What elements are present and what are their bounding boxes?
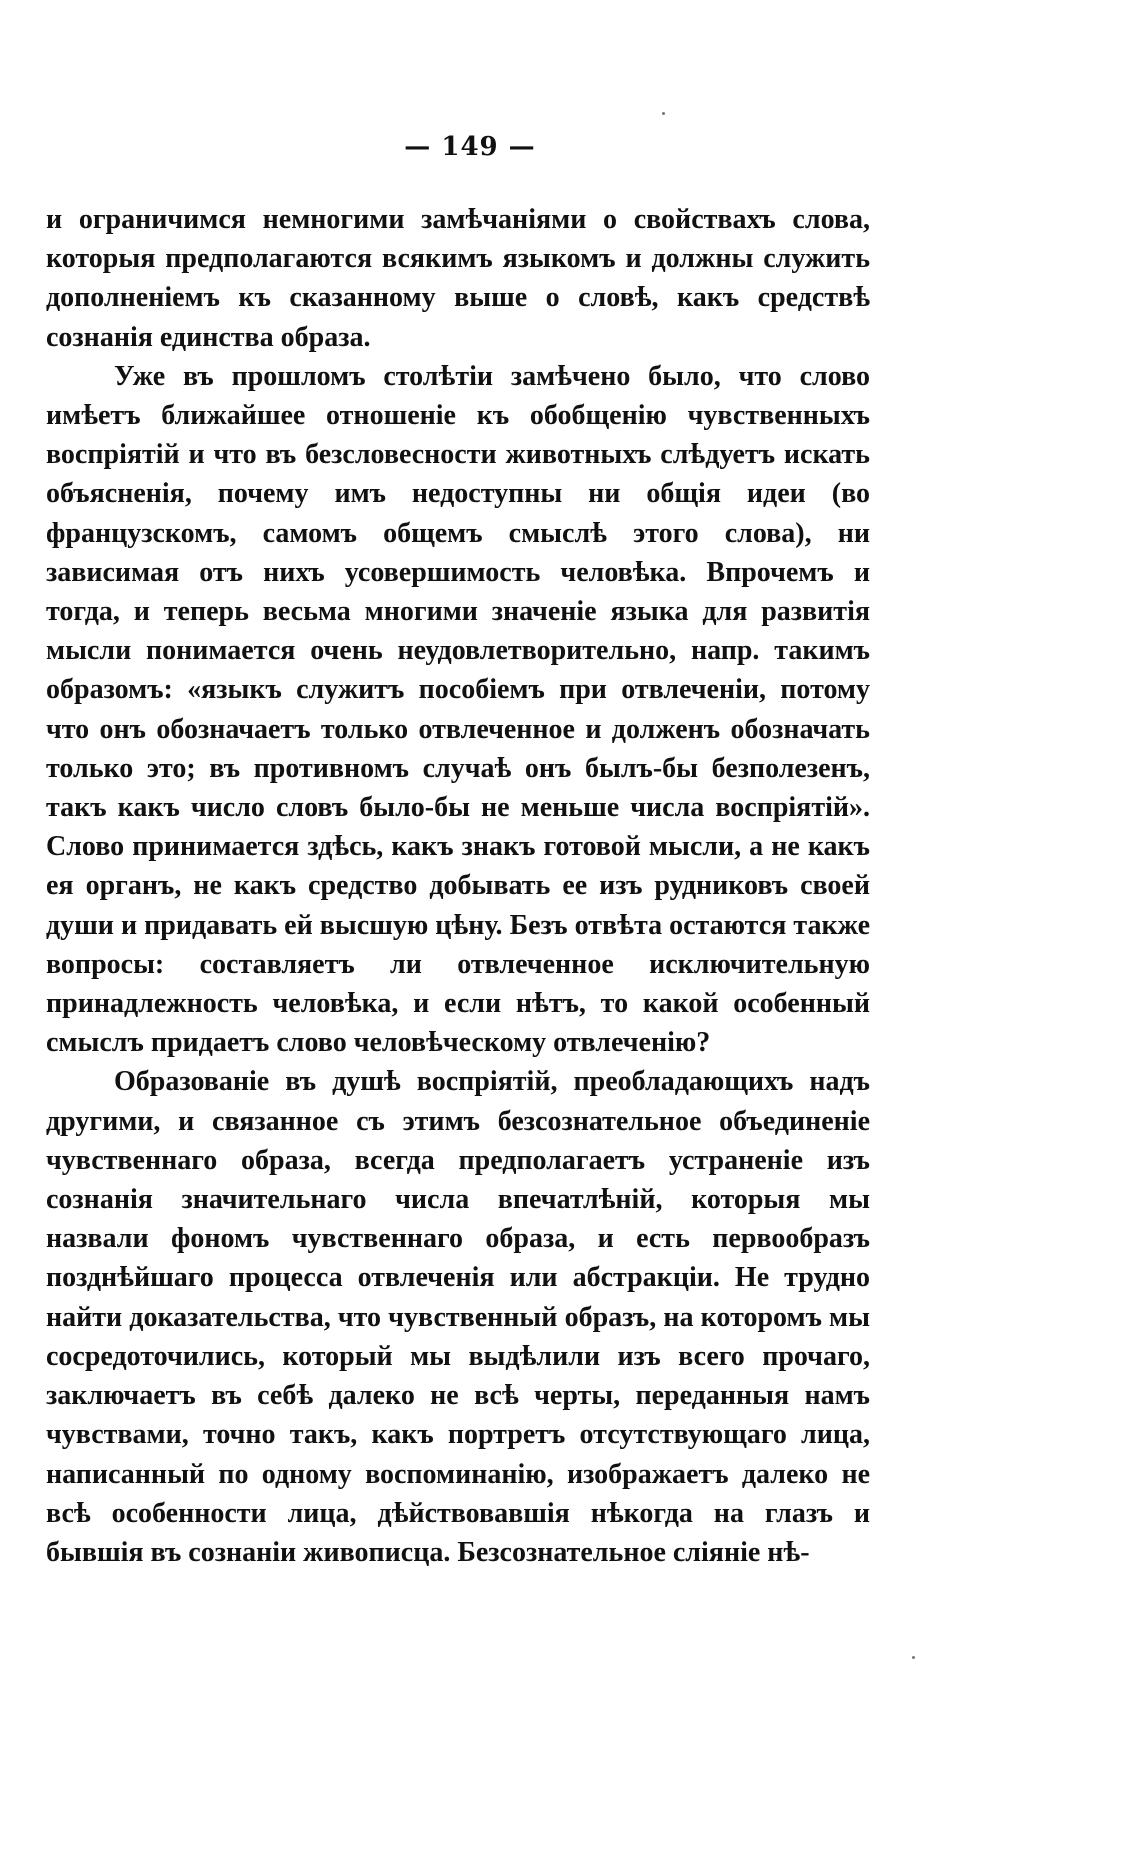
paragraph: Образованіе въ душѣ воспріятій, преобладающихъ надъ другими, и связанное съ этимъ безсознательное объединеніе чувственнаго образа, всегда предполагаетъ устраненіе изъ сознанія значительнаго числа впечатлѣній, которыя мы назвали фономъ чувственнаго образа, и есть первообразъ позднѣйшаго процесса отвлеченія или абстракціи. Не трудно найти доказательства, что чувственный образъ, на которомъ мы сосредоточились, который мы выдѣлили изъ всего прочаго, заключаетъ въ себѣ далеко не всѣ черты, переданныя намъ чувствами, точно такъ, какъ портретъ отсутствующаго лица, написанный по одному воспоминанію, изображаетъ далеко не всѣ особенности лица, дѣйствовавшія нѣкогда на глазъ и бывшія въ сознаніи живописца. Безсознательное сліяніе нѣ-	[46, 1066, 870, 1568]
scan-speck	[662, 112, 665, 115]
body-text	[46, 200, 870, 1572]
page-number: — 149 —	[404, 132, 536, 162]
paragraph: Уже въ прошломъ столѣтіи замѣчено было, что слово имѣетъ ближайшее отношеніе къ обобщенію чувственныхъ воспріятій и что въ безсловесности животныхъ слѣдуетъ искать объясненія, почему имъ недоступны ни общія идеи (во французскомъ, самомъ общемъ смыслѣ этого слова), ни зависимая отъ нихъ усовершимость человѣка. Впрочемъ и тогда, и теперь весьма многими значеніе языка для развитія мысли понимается очень неудовлетворительно, напр. такимъ образомъ: «языкъ служитъ пособіемъ при отвлеченіи, потому что онъ обозначаетъ только отвлеченное и долженъ обозначать только это; въ противномъ случаѣ онъ былъ-бы безполезенъ, такъ какъ число словъ было-бы не меньше числа воспріятій». Слово принимается здѣсь, какъ знакъ готовой мысли, а не какъ ея органъ, не какъ средство добывать ее изъ рудниковъ своей души и придавать ей высшую цѣну. Безъ отвѣта остаются также вопросы: составляетъ ли отвлеченное исключительную принадлежность человѣка, и если нѣтъ, то какой особенный смыслъ придаетъ слово человѣческому отвлеченію?	[46, 360, 870, 1059]
scan-speck	[912, 1656, 915, 1659]
paragraph-continued: и ограничимся немногими замѣчаніями о свойствахъ слова, которыя предполагаются всякимъ языкомъ и должны служить дополненіемъ къ сказанному выше о словѣ, какъ средствѣ сознанія единства образа.	[46, 204, 870, 353]
